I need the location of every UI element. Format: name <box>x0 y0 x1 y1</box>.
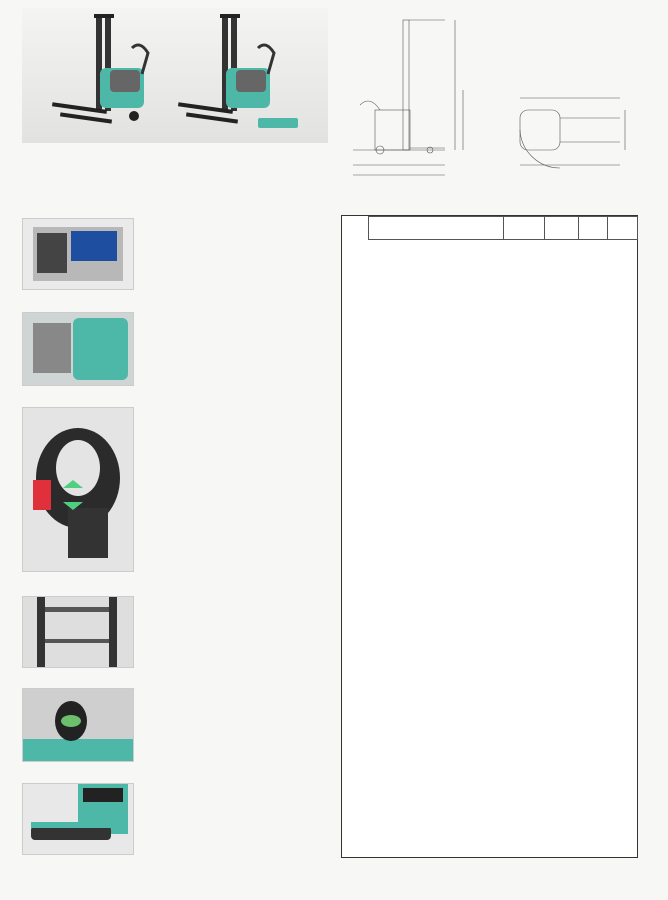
product-photos <box>22 8 328 143</box>
mast-image <box>22 596 134 668</box>
spec-table <box>341 215 638 858</box>
spec-header-row <box>369 217 638 240</box>
side-battery-image <box>22 312 134 386</box>
stacker-es15-image <box>52 14 148 124</box>
stacker-es15p-image <box>178 14 298 128</box>
side-view-drawing <box>335 10 485 185</box>
spec-header-es15 <box>579 217 608 240</box>
drive-wheel-image <box>22 688 134 762</box>
tiller-image <box>22 407 134 572</box>
platform-image <box>22 783 134 855</box>
spec-header-es15p <box>608 217 638 240</box>
spec-table-grid <box>368 216 638 240</box>
ac-controller-image <box>22 218 134 290</box>
stacker-photos <box>22 8 328 143</box>
top-view-drawing <box>500 90 640 175</box>
spec-header-name <box>369 217 504 240</box>
